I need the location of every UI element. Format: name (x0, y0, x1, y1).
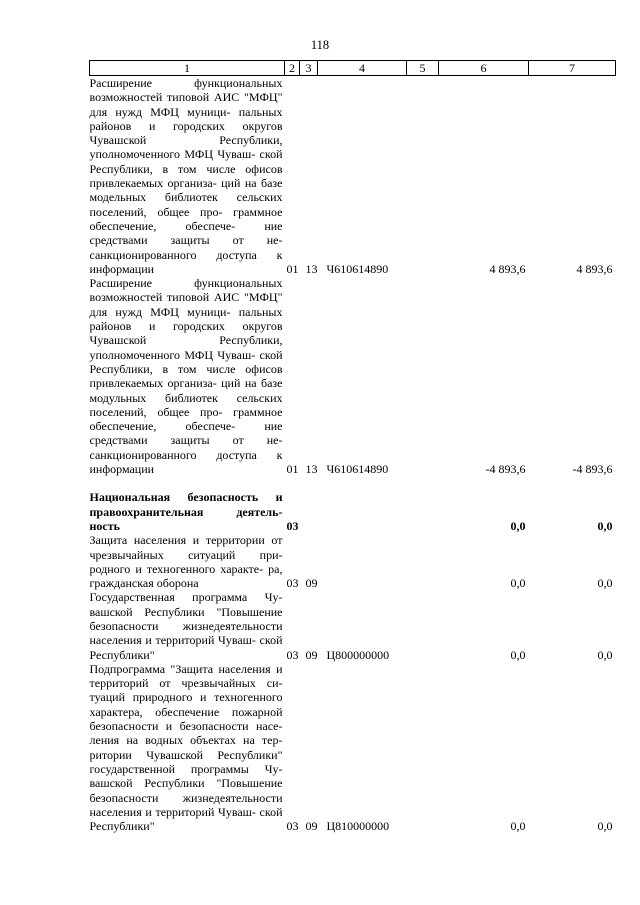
table-row (90, 590, 616, 661)
row-name: Национальная безопасность и правоохранительная деятель- ность (89, 490, 283, 533)
row-subsection-code: 09 (305, 819, 318, 834)
table-header-row (90, 61, 616, 76)
row-amount-2: 4 893,6 (576, 261, 613, 276)
row-target-article (318, 533, 407, 590)
row-subsection-code (300, 490, 318, 533)
table-row (90, 76, 616, 277)
row-expense-type (407, 533, 439, 590)
row-target-article: Ц810000000 (326, 819, 390, 834)
row-target-article: Ч610614890 (326, 462, 389, 477)
row-section-code: 01 (286, 462, 299, 477)
table-row (90, 276, 616, 476)
row-section-code: 03 (286, 518, 299, 533)
row-amount-1: -4 893,6 (485, 462, 526, 477)
row-name: Подпрограмма "Защита населения и территорий от чрезвычайных си- туаций природного и техногенного характера, обеспечение пожарной безопасности и безопасности насе- ления на водных объектах на тер- ритории Чувашской Республики" государственной программы Чу- вашской Республики "Повышение безопасности жизнедеятельности населения и территорий Чуваш- ской Республики" (89, 661, 283, 834)
row-target-article (318, 490, 407, 533)
table-spacer-row (90, 476, 616, 490)
row-amount-1: 4 893,6 (489, 261, 526, 276)
row-expense-type (407, 490, 439, 533)
row-expense-type (407, 76, 439, 277)
row-amount-2: 0,0 (597, 819, 613, 834)
row-name: Государственная программа Чу- вашской Республики "Повышение безопасности жизнедеятельности населения и территорий Чуваш- ской Республики" (89, 590, 283, 662)
row-amount-2: 0,0 (597, 647, 613, 662)
row-amount-2: -4 893,6 (572, 462, 613, 477)
column-header-4: 4 (318, 61, 407, 76)
row-name: Расширение функциональных возможностей типовой АИС "МФЦ" для нужд МФЦ муници- пальных районов и городских округов Чувашской Республики, уполномоченного МФЦ Чуваш- ской Республики, в том числе офисов привлекаемых организа- ций на базе модельных библиотек сельских поселений, общее про- граммное обеспечение, обеспече- ние средствами защиты от не- санкционированного доступа к информации (89, 76, 283, 276)
row-section-code: 03 (286, 647, 299, 662)
row-expense-type (407, 662, 439, 834)
row-amount-1: 0,0 (510, 647, 526, 662)
row-section-code: 01 (286, 261, 299, 276)
table-row (90, 533, 616, 590)
row-amount-1: 0,0 (510, 518, 526, 533)
row-amount-2: 0,0 (597, 518, 613, 533)
row-target-article: Ч610614890 (326, 261, 389, 276)
column-header-5: 5 (407, 61, 439, 76)
row-expense-type (407, 590, 439, 661)
column-header-1: 1 (90, 61, 285, 76)
row-name: Расширение функциональных возможностей типовой АИС "МФЦ" для нужд МФЦ муници- пальных районов и городских округов Чувашской Республики, уполномоченного МФЦ Чуваш- ской Республики, в том числе офисов привлекаемых организа- ций на базе модульных библиотек сельских поселений, общее про- граммное обеспечение, обеспече- ние средствами защиты от не- санкционированного доступа к информации (89, 276, 283, 477)
table-row (90, 490, 616, 533)
row-expense-type (407, 276, 439, 476)
row-subsection-code: 09 (305, 647, 318, 662)
row-subsection-code: 13 (305, 462, 318, 477)
budget-table (89, 60, 616, 833)
table-row (90, 662, 616, 834)
row-subsection-code: 09 (305, 576, 318, 591)
row-subsection-code: 13 (305, 261, 318, 276)
column-header-3: 3 (300, 61, 318, 76)
column-header-7: 7 (529, 61, 616, 76)
column-header-6: 6 (439, 61, 529, 76)
page-number: 118 (310, 38, 330, 52)
row-name: Защита населения и территории от чрезвычайных ситуаций при- родного и техногенного характе- ра, гражданская оборона (89, 533, 283, 591)
row-amount-1: 0,0 (510, 819, 526, 834)
row-amount-1: 0,0 (510, 576, 526, 591)
column-header-2: 2 (285, 61, 300, 76)
row-target-article: Ц800000000 (326, 647, 390, 662)
row-amount-2: 0,0 (597, 576, 613, 591)
row-section-code: 03 (286, 576, 299, 591)
row-section-code: 03 (286, 819, 299, 834)
